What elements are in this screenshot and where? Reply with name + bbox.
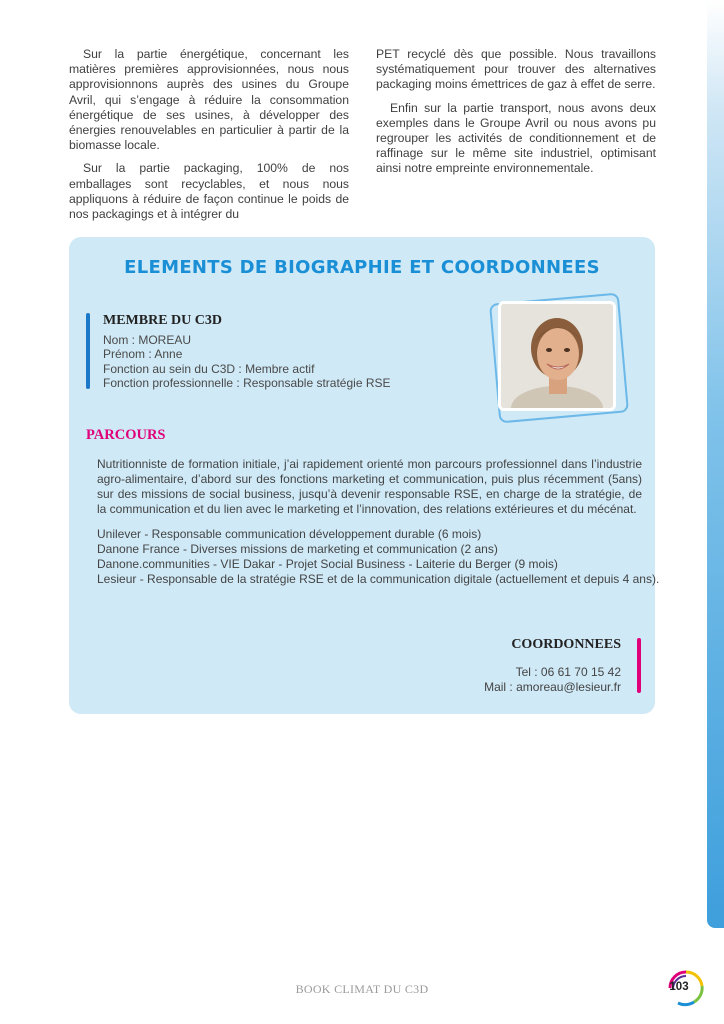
portrait-photo (490, 294, 624, 418)
text-column-left (69, 47, 349, 230)
list-item: Danone.communities - VIE Dakar - Projet Social Business - Laiterie du Berger (9 mois) (97, 557, 558, 571)
portrait-image (498, 301, 616, 411)
paragraph: Enfin sur la partie transport, nous avons deux exemples dans le Groupe Avril ou nous avons pu regrouper les activités de conditionnement et de raffinage sur le même site industriel, optimisant ainsi notre empreinte environnementale. (376, 100, 656, 176)
coordonnees-tel: Tel : 06 61 70 15 42 (515, 664, 621, 679)
coordonnees-mail: Mail : amoreau@lesieur.fr (484, 680, 621, 695)
paragraph: Sur la partie packaging, 100% de nos emballages sont recyclables, et nous nous appliquons à réduire de façon continue le poids de nos packagings et à intégrer du (69, 161, 349, 222)
coordonnees-accent-bar (637, 638, 641, 693)
member-fonction-c3d: Fonction au sein du C3D : Membre actif (103, 361, 315, 376)
member-info (103, 314, 391, 391)
list-item: Danone France - Diverses missions de marketing et communication (2 ans) (97, 542, 498, 556)
coordonnees (484, 637, 621, 696)
member-accent-bar (86, 313, 90, 389)
portrait-illustration (501, 304, 613, 408)
paragraph: Sur la partie énergétique, concernant les matières premières approvisionnées, nous nous approvisionnons auprès des usines du Groupe Avril, qui s’engage à réduire la consommation énergétique de ses usines, à développer des énergies renouvelables en particulier à partir de la biomasse locale. (69, 47, 349, 153)
coordonnees-heading: COORDONNEES (511, 637, 621, 652)
parcours-heading: PARCOURS (86, 427, 166, 443)
list-item: Unilever - Responsable communication développement durable (6 mois) (97, 527, 482, 541)
bio-title: ELEMENTS DE BIOGRAPHIE ET COORDONNEES (124, 257, 600, 278)
biography-box (69, 237, 660, 714)
parcours-text: Nutritionniste de formation initiale, j’ai rapidement orienté mon parcours professionnel dans l’industrie agro-alimentaire, d’abord sur des fonctions marketing et communication, puis plus récemment (5ans) sur des missions de social business, jusqu’à devenir responsable RSE, en charge de la stratégie, de la communication et du lien avec le marketing et l’innovation, des relations extérieures et du mécénat. (97, 457, 642, 516)
member-prenom: Prénom : Anne (103, 347, 183, 362)
member-nom: Nom : MOREAU (103, 332, 192, 347)
side-color-bar (707, 0, 724, 928)
paragraph: PET recyclé dès que possible. Nous travaillons systématiquement pour trouver des alternatives packaging moins émettrices de gaz à effet de serre. (376, 47, 656, 92)
text-column-right (376, 47, 656, 185)
member-heading: MEMBRE DU C3D (103, 313, 222, 328)
member-fonction-pro: Fonction professionnelle : Responsable stratégie RSE (103, 376, 391, 391)
footer-book-title: BOOK CLIMAT DU C3D (295, 982, 429, 996)
parcours-list (97, 527, 660, 587)
page-number: 103 (669, 981, 689, 993)
list-item: Lesieur - Responsable de la stratégie RSE et de la communication digitale (actuellement et depuis 4 ans). (97, 572, 660, 586)
page-number-badge (664, 966, 708, 1010)
